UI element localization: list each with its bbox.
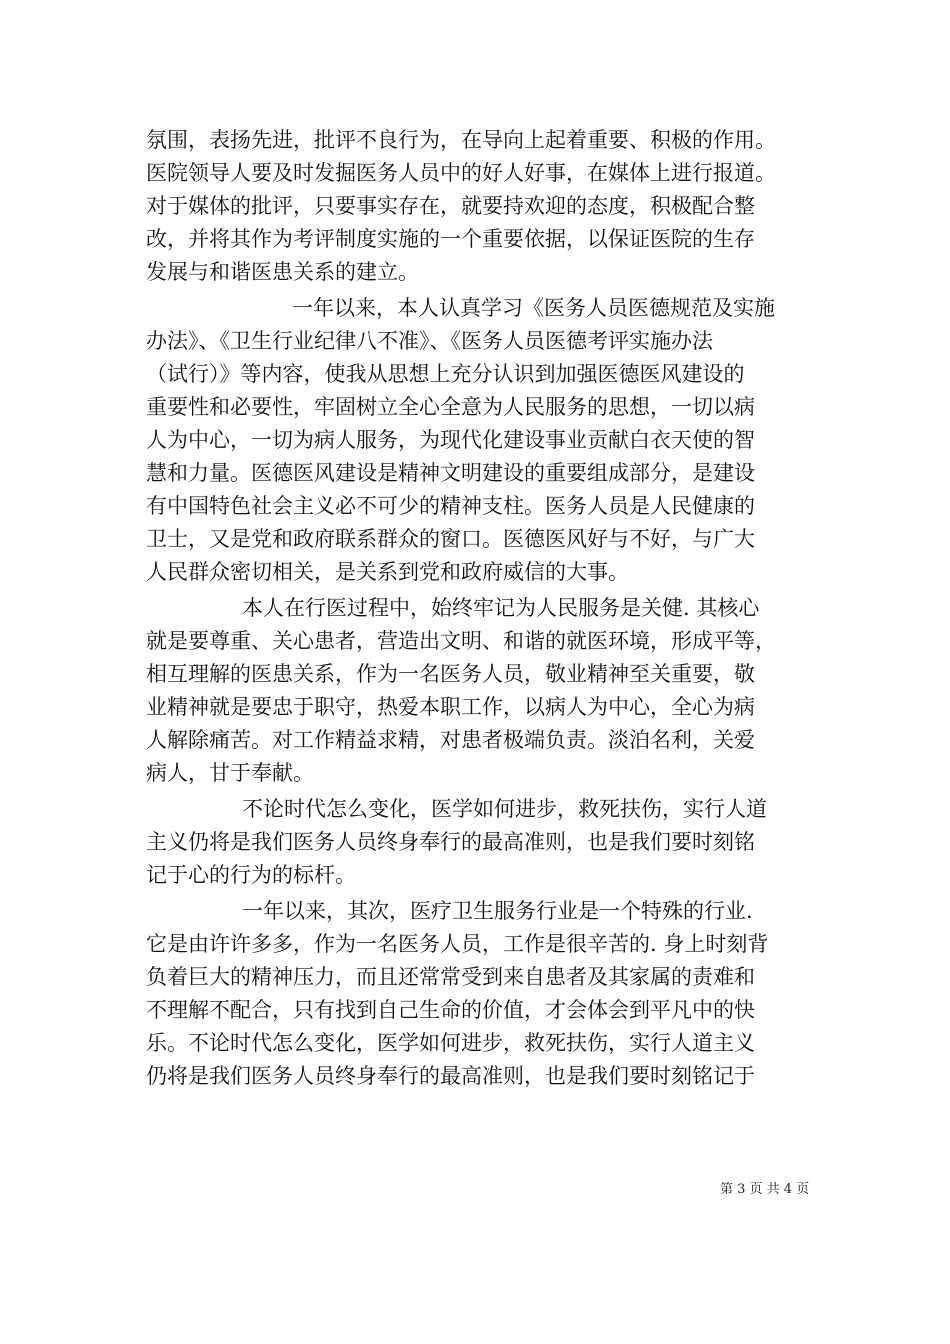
text-line: （试行）》等内容，使我从思想上充分认识到加强医德医风建设的 (146, 362, 745, 386)
text-line: 业精神就是要忠于职守，热爱本职工作，以病人为中心，全心为病 (146, 695, 755, 719)
text-line: 本人在行医过程中，始终牢记为人民服务是关健. 其核心 (242, 596, 760, 620)
text-line: 发展与和谐医患关系的建立。 (146, 260, 419, 284)
document-body (146, 124, 808, 1093)
text-line: 仍将是我们医务人员终身奉行的最高准则，也是我们要时刻铭记于 (146, 1064, 755, 1088)
text-line: 乐。不论时代怎么变化，医学如何进步，救死扶伤，实行人道主义 (146, 1031, 755, 1055)
text-line: 记于心的行为的标杆。 (146, 863, 356, 887)
paragraph-1 (146, 124, 808, 289)
paragraph-5 (146, 895, 808, 1093)
text-line: 它是由许许多多，作为一名医务人员，工作是很辛苦的. 身上时刻背 (146, 932, 769, 956)
text-line: 人解除痛苦。对工作精益求精，对患者极端负责。淡泊名利，关爱 (146, 728, 755, 752)
text-line: 不理解不配合，只有找到自己生命的价值，才会体会到平凡中的快 (146, 998, 755, 1022)
paragraph-2 (146, 292, 808, 589)
text-line: 有中国特色社会主义必不可少的精神支柱。医务人员是人民健康的 (146, 494, 755, 518)
page-number-footer: 第 3 页 共 4 页 (720, 1182, 810, 1197)
text-line: 改，并将其作为考评制度实施的一个重要依据，以保证医院的生存 (146, 227, 755, 251)
text-line: 病人，甘于奉献。 (146, 761, 314, 785)
text-line: 慧和力量。医德医风建设是精神文明建设的重要组成部分，是建设 (146, 461, 755, 485)
text-line: 氛围，表扬先进，批评不良行为，在导向上起着重要、积极的作用。 (146, 128, 776, 152)
text-line: 不论时代怎么变化，医学如何进步，救死扶伤，实行人道 (242, 797, 767, 821)
text-line: 医院领导人要及时发掘医务人员中的好人好事，在媒体上进行报道。 (146, 161, 776, 185)
text-line: 人民群众密切相关，是关系到党和政府威信的大事。 (146, 560, 629, 584)
text-line: 重要性和必要性，牢固树立全心全意为人民服务的思想，一切以病 (146, 395, 755, 419)
text-line: 主义仍将是我们医务人员终身奉行的最高准则，也是我们要时刻铭 (146, 830, 755, 854)
text-line: 办法》、《卫生行业纪律八不准》、《医务人员医德考评实施办法 (146, 329, 713, 353)
text-line: 对于媒体的批评，只要事实存在，就要持欢迎的态度，积极配合整 (146, 194, 755, 218)
text-line: 一年以来，本人认真学习《医务人员医德规范及实施 (292, 296, 775, 320)
text-line: 卫士，又是党和政府联系群众的窗口。医德医风好与不好，与广大 (146, 527, 755, 551)
text-line: 一年以来，其次，医疗卫生服务行业是一个特殊的行业. (242, 899, 753, 923)
text-line: 相互理解的医患关系，作为一名医务人员，敬业精神至关重要，敬 (146, 662, 755, 686)
text-line: 负着巨大的精神压力，而且还常常受到来自患者及其家属的责难和 (146, 965, 755, 989)
paragraph-3 (146, 592, 808, 790)
paragraph-4 (146, 793, 808, 892)
text-line: 就是要尊重、关心患者，营造出文明、和谐的就医环境，形成平等， (146, 629, 776, 653)
text-line: 人为中心，一切为病人服务，为现代化建设事业贡献白衣天使的智 (146, 428, 755, 452)
